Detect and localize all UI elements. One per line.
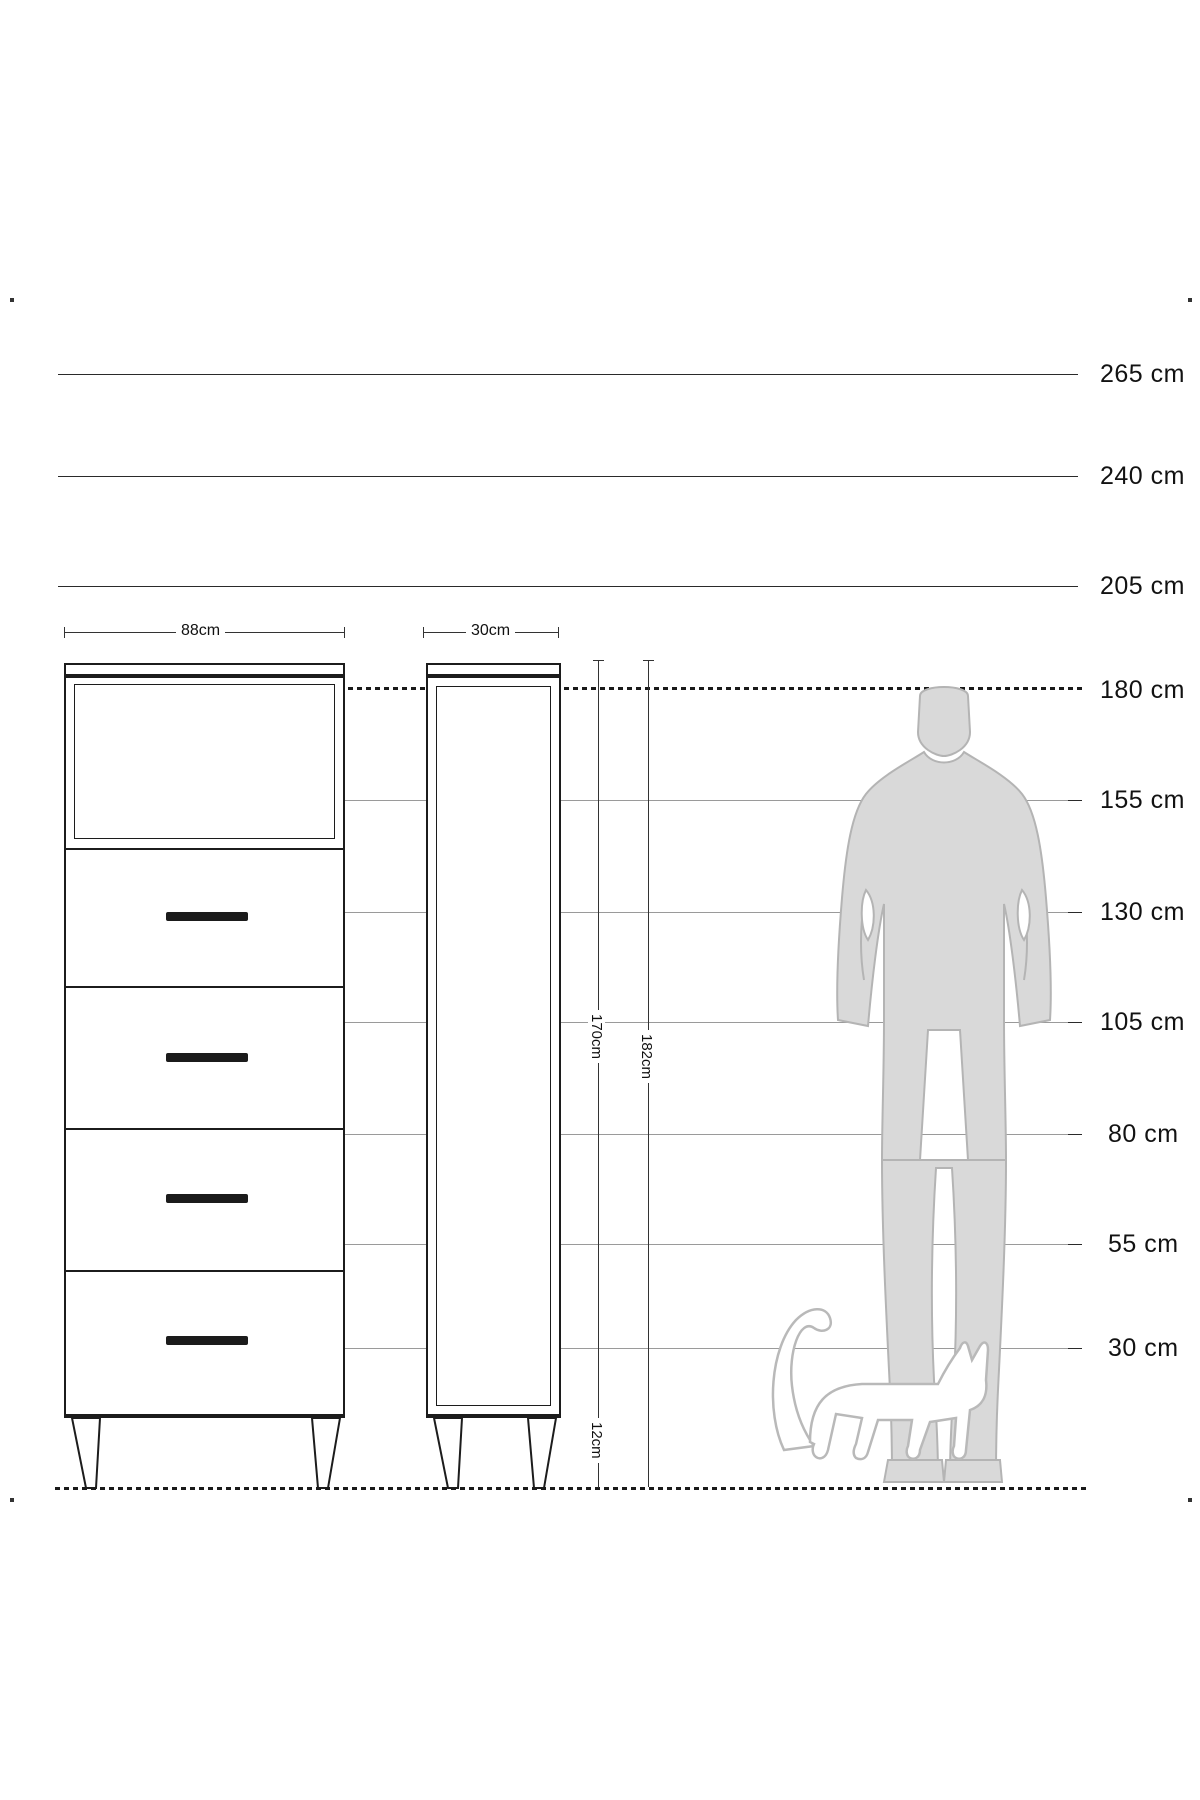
scale-label-80: 80 cm bbox=[1108, 1120, 1179, 1148]
scale-label-55: 55 cm bbox=[1108, 1230, 1179, 1258]
scale-label-105: 105 cm bbox=[1100, 1008, 1185, 1036]
height-dim-text-12: 12cm bbox=[588, 1418, 605, 1463]
right-cabinet-door-panel[interactable] bbox=[436, 686, 551, 1406]
left-cabinet-top-panel bbox=[64, 663, 345, 676]
scale-line-205 bbox=[58, 586, 1078, 587]
left-cabinet-drawer-handle-4[interactable] bbox=[166, 1336, 248, 1345]
left-cabinet-divider-3 bbox=[64, 1128, 345, 1130]
left-cabinet-divider-1 bbox=[64, 848, 345, 850]
scale-line-265 bbox=[58, 374, 1078, 375]
scale-label-240: 240 cm bbox=[1100, 462, 1185, 490]
right-cabinet-legs bbox=[422, 1414, 572, 1494]
corner-mark-bottom-right bbox=[1188, 1498, 1192, 1502]
scale-label-265: 265 cm bbox=[1100, 360, 1185, 388]
left-cabinet-divider-4 bbox=[64, 1270, 345, 1272]
corner-mark-top-left bbox=[10, 298, 14, 302]
scale-line-240 bbox=[58, 476, 1078, 477]
height-dim-text-182: 182cm bbox=[638, 1030, 655, 1083]
height-dim-cap-top-170 bbox=[593, 660, 604, 661]
left-cabinet-open-shelf bbox=[74, 684, 335, 839]
scale-label-180: 180 cm bbox=[1100, 676, 1185, 704]
corner-mark-top-right bbox=[1188, 298, 1192, 302]
left-cabinet-drawer-handle-2[interactable] bbox=[166, 1053, 248, 1062]
left-cabinet-drawer-handle-3[interactable] bbox=[166, 1194, 248, 1203]
scale-label-205: 205 cm bbox=[1100, 572, 1185, 600]
left-cabinet-legs bbox=[60, 1414, 360, 1494]
width-dim-text-88: 88cm bbox=[176, 622, 225, 640]
width-dim-cap-right-88 bbox=[344, 627, 345, 638]
left-cabinet-divider-2 bbox=[64, 986, 345, 988]
width-dim-cap-left-88 bbox=[64, 627, 65, 638]
cat-figure bbox=[770, 1300, 1020, 1495]
height-dim-cap-top-182 bbox=[643, 660, 654, 661]
scale-label-130: 130 cm bbox=[1100, 898, 1185, 926]
width-dim-text-30: 30cm bbox=[466, 622, 515, 640]
width-dim-cap-right-30 bbox=[558, 627, 559, 638]
scale-label-30: 30 cm bbox=[1108, 1334, 1179, 1362]
scale-label-155: 155 cm bbox=[1100, 786, 1185, 814]
width-dim-cap-left-30 bbox=[423, 627, 424, 638]
left-cabinet-drawer-handle-1[interactable] bbox=[166, 912, 248, 921]
right-cabinet-top-panel bbox=[426, 663, 561, 676]
corner-mark-bottom-left bbox=[10, 1498, 14, 1502]
height-dim-text-170: 170cm bbox=[588, 1010, 605, 1063]
